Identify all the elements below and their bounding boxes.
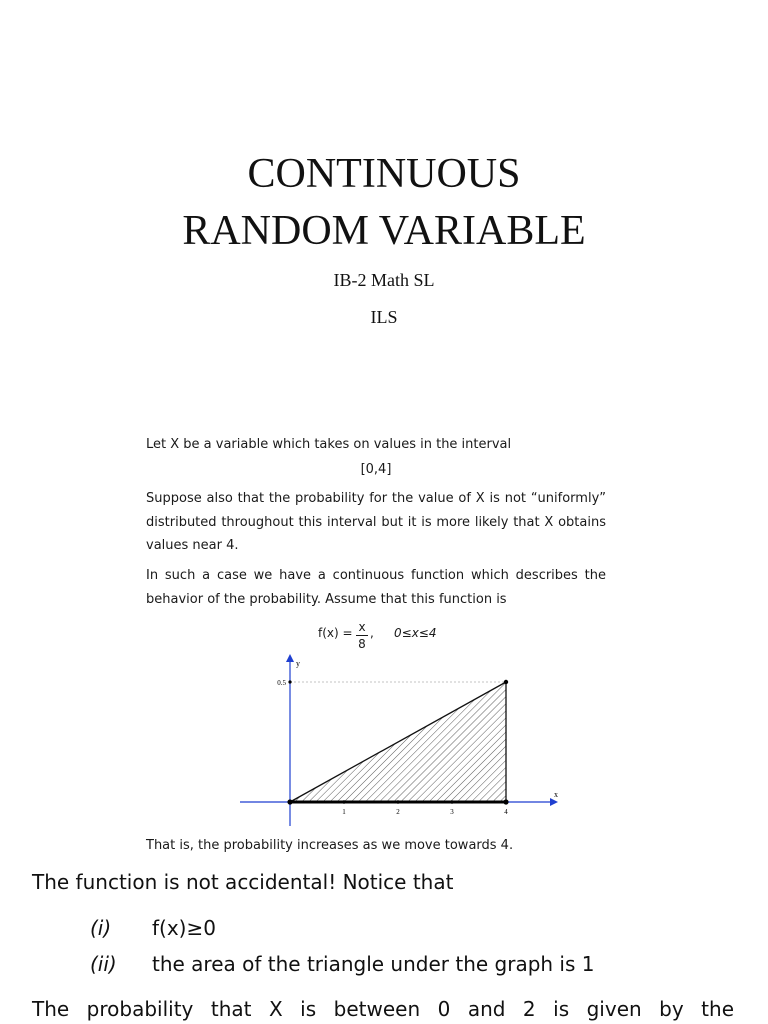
data-point xyxy=(504,680,508,684)
excerpt-paragraph-1: Let X be a variable which takes on values in the interval xyxy=(146,437,512,452)
x-tick-label: 2 xyxy=(396,808,400,816)
formula-numerator: x xyxy=(358,620,366,634)
interval-text: [0,4] xyxy=(360,462,392,477)
formula-denominator: 8 xyxy=(358,637,366,651)
item-text-2: the area of the triangle under the graph is 1 xyxy=(152,952,595,976)
subtitle: IB-2 Math SL xyxy=(333,270,435,290)
x-axis-arrow xyxy=(550,798,558,806)
x-axis-label: x xyxy=(554,790,558,799)
title-line-2: RANDOM VARIABLE xyxy=(182,208,586,254)
x-tick-label: 1 xyxy=(342,808,346,816)
x-tick-label: 4 xyxy=(504,808,508,816)
pdf-graph xyxy=(230,654,570,832)
excerpt-paragraph-3: In such a case we have a continuous function which describes the behavior of the probability. Assume that this function is xyxy=(146,568,606,607)
main-line-1: The function is not accidental! Notice that xyxy=(32,870,454,894)
item-number-1: (i) xyxy=(90,916,112,940)
author: ILS xyxy=(370,307,398,327)
excerpt-caption: That is, the probability increases as we move towards 4. xyxy=(146,838,514,853)
main-line-2: The probability that X is between 0 and 2 is given by the xyxy=(32,997,734,1021)
y-axis-arrow xyxy=(286,654,294,662)
y-axis-label: y xyxy=(296,659,300,668)
y-tick-label: 0.5 xyxy=(277,679,286,687)
formula-fraction xyxy=(356,620,368,651)
x-tick-label: 3 xyxy=(450,808,454,816)
title-line-1: CONTINUOUS xyxy=(247,151,521,197)
page-title xyxy=(0,146,768,260)
formula-domain: 0≤x≤4 xyxy=(394,626,437,640)
data-point xyxy=(287,799,292,804)
fraction-bar xyxy=(356,635,368,636)
item-text-1: f(x)≥0 xyxy=(152,916,216,940)
data-point xyxy=(288,680,291,683)
excerpt-paragraph-2: Suppose also that the probability for the value of X is not “uniformly” distributed throughout this interval but it is more likely that X obtains values near 4. xyxy=(146,491,606,553)
pdf-formula xyxy=(318,620,478,652)
formula-comma: , xyxy=(370,626,374,640)
formula-lhs: f(x) = xyxy=(318,626,353,640)
item-number-2: (ii) xyxy=(90,952,117,976)
